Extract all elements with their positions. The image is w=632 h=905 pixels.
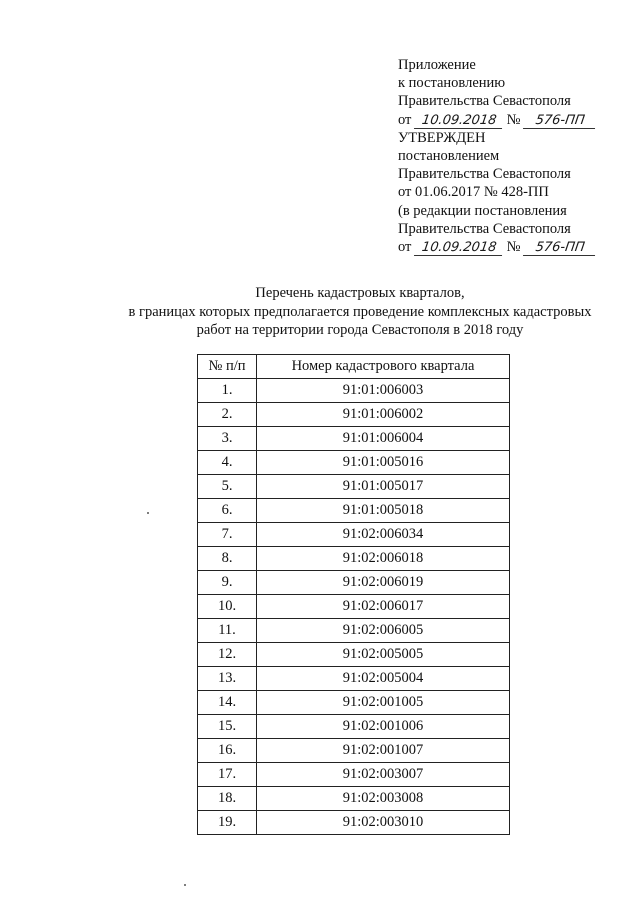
header-number-sign: № bbox=[503, 111, 525, 128]
title-line: работ на территории города Севастополя в 2018 году bbox=[196, 322, 524, 338]
row-index-cell: 18. bbox=[198, 787, 257, 811]
cadastral-number-cell: 91:02:006018 bbox=[257, 547, 510, 571]
table-row bbox=[198, 787, 510, 811]
cadastral-number-cell: 91:01:005016 bbox=[257, 451, 510, 475]
cadastral-number-cell: 91:02:005004 bbox=[257, 667, 510, 691]
row-index-cell: 9. bbox=[198, 571, 257, 595]
header-line-date-number bbox=[398, 238, 618, 256]
table-row bbox=[198, 427, 510, 451]
table-row bbox=[198, 547, 510, 571]
table-row bbox=[198, 451, 510, 475]
header-line: Правительства Севастополя bbox=[398, 220, 571, 237]
table-row bbox=[198, 523, 510, 547]
row-index-cell: 16. bbox=[198, 739, 257, 763]
header-line: УТВЕРЖДЕН bbox=[398, 129, 486, 146]
cadastral-number-cell: 91:02:001005 bbox=[257, 691, 510, 715]
header-line: Правительства Севастополя bbox=[398, 93, 571, 110]
appendix-header bbox=[398, 56, 618, 256]
header-line-date-number bbox=[398, 111, 618, 129]
title-line: в границах которых предполагается проведение комплексных кадастровых bbox=[128, 303, 592, 320]
row-index-cell: 17. bbox=[198, 763, 257, 787]
cadastral-number-cell: 91:01:006002 bbox=[257, 403, 510, 427]
header-line: к постановлению bbox=[398, 75, 506, 92]
table-row bbox=[198, 763, 510, 787]
header-line: от 01.06.2017 № 428-ПП bbox=[398, 184, 549, 201]
header-prefix: от bbox=[398, 111, 416, 128]
table-row bbox=[198, 499, 510, 523]
table-row bbox=[198, 595, 510, 619]
row-index-cell: 8. bbox=[198, 547, 257, 571]
handwritten-number: 576-ПП bbox=[523, 241, 597, 256]
table-row bbox=[198, 403, 510, 427]
cadastral-number-cell: 91:02:003007 bbox=[257, 763, 510, 787]
row-index-cell: 11. bbox=[198, 619, 257, 643]
document-title bbox=[100, 284, 620, 340]
table-row bbox=[198, 811, 510, 835]
cadastral-number-cell: 91:02:006019 bbox=[257, 571, 510, 595]
row-index-cell: 3. bbox=[198, 427, 257, 451]
row-index-cell: 5. bbox=[198, 475, 257, 499]
table-row bbox=[198, 691, 510, 715]
header-line: Приложение bbox=[398, 57, 476, 73]
cadastral-number-cell: 91:02:001007 bbox=[257, 739, 510, 763]
row-index-cell: 2. bbox=[198, 403, 257, 427]
cadastral-table-wrap bbox=[197, 354, 510, 835]
cadastral-number-cell: 91:02:006005 bbox=[257, 619, 510, 643]
table-row bbox=[198, 667, 510, 691]
table-header-row bbox=[198, 355, 510, 379]
table-row bbox=[198, 715, 510, 739]
cadastral-number-cell: 91:01:006004 bbox=[257, 427, 510, 451]
cadastral-number-cell: 91:02:003008 bbox=[257, 787, 510, 811]
row-index-cell: 19. bbox=[198, 811, 257, 835]
table-row bbox=[198, 619, 510, 643]
header-prefix: от bbox=[398, 239, 416, 256]
cadastral-number-cell: 91:01:005018 bbox=[257, 499, 510, 523]
scan-speck bbox=[184, 884, 186, 886]
handwritten-date: 10.09.2018 bbox=[414, 241, 504, 256]
column-header-number: № п/п bbox=[198, 355, 257, 379]
cadastral-number-cell: 91:02:003010 bbox=[257, 811, 510, 835]
column-header-cadastral-number: Номер кадастрового квартала bbox=[257, 355, 510, 379]
table-row bbox=[198, 379, 510, 403]
row-index-cell: 14. bbox=[198, 691, 257, 715]
cadastral-number-cell: 91:02:006017 bbox=[257, 595, 510, 619]
header-line: Правительства Севастополя bbox=[398, 166, 571, 183]
table-row bbox=[198, 571, 510, 595]
title-line: Перечень кадастровых кварталов, bbox=[255, 285, 465, 301]
header-line: (в редакции постановления bbox=[398, 202, 567, 219]
cadastral-number-cell: 91:02:001006 bbox=[257, 715, 510, 739]
row-index-cell: 15. bbox=[198, 715, 257, 739]
handwritten-date: 10.09.2018 bbox=[414, 114, 504, 129]
table-body bbox=[198, 379, 510, 835]
row-index-cell: 13. bbox=[198, 667, 257, 691]
handwritten-number: 576-ПП bbox=[523, 114, 597, 129]
table-row bbox=[198, 643, 510, 667]
scan-speck bbox=[147, 512, 149, 514]
cadastral-number-cell: 91:02:005005 bbox=[257, 643, 510, 667]
cadastral-number-cell: 91:01:005017 bbox=[257, 475, 510, 499]
header-number-sign: № bbox=[503, 239, 525, 256]
table-row bbox=[198, 475, 510, 499]
row-index-cell: 6. bbox=[198, 499, 257, 523]
cadastral-number-cell: 91:02:006034 bbox=[257, 523, 510, 547]
row-index-cell: 7. bbox=[198, 523, 257, 547]
cadastral-number-cell: 91:01:006003 bbox=[257, 379, 510, 403]
cadastral-quarters-table bbox=[197, 354, 510, 835]
row-index-cell: 4. bbox=[198, 451, 257, 475]
header-line: постановлением bbox=[398, 148, 500, 165]
table-row bbox=[198, 739, 510, 763]
row-index-cell: 1. bbox=[198, 379, 257, 403]
row-index-cell: 10. bbox=[198, 595, 257, 619]
row-index-cell: 12. bbox=[198, 643, 257, 667]
